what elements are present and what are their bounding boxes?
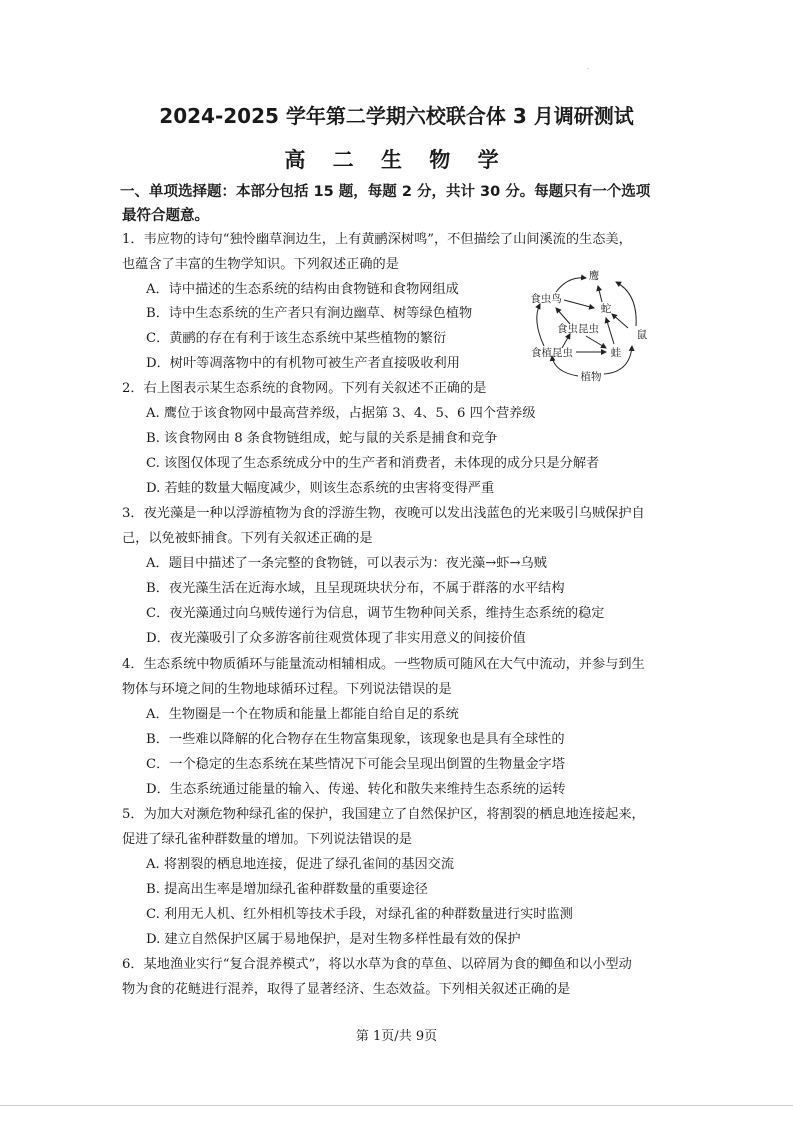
q3-option-b: B．夜光藻生活在近海水域，且呈现斑块状分布，不属于群落的水平结构 (146, 581, 565, 596)
subject-title: 高 二 生 物 学 (284, 148, 509, 172)
q5-stem-line-1: 5．为加大对濒危物种绿孔雀的保护，我国建立了自然保护区，将割裂的栖息地连接起来， (122, 807, 645, 822)
scan-dot: · (587, 66, 589, 73)
q1-option-c: C．黄鹂的存在有利于该生态系统中某些植物的繁衍 (146, 331, 447, 346)
node-mouse: 鼠 (636, 329, 648, 341)
q2-option-a: A. 鹰位于该食物网中最高营养级，占据第 3、4、5、6 四个营养级 (146, 406, 536, 421)
edge-herbivore-bird (537, 304, 544, 346)
q1-option-d: D．树叶等凋落物中的有机物可被生产者直接吸收利用 (146, 356, 460, 371)
exam-title: 2024-2025 学年第二学期六校联合体 3 月调研测试 (159, 104, 634, 128)
food-web-diagram (526, 268, 652, 384)
q3-stem-line-1: 3．夜光藻是一种以浮游植物为食的浮游生物，夜晚可以发出浅蓝色的光来吸引乌贼保护自 (122, 506, 645, 521)
q4-stem-line-1: 4．生态系统中物质循环与能量流动相辅相成。一些物质可随风在大气中流动，并参与到生 (122, 657, 645, 672)
q1-stem-line-1: 1．韦应物的诗句“独怜幽草涧边生，上有黄鹂深树鸣”，不但描绘了山间溪流的生态美， (122, 232, 632, 247)
q6-stem-line-2: 物为食的花鲢进行混养，取得了显著经济、生态效益。下列相关叙述正确的是 (122, 982, 571, 997)
edge-bird-snake (564, 300, 594, 308)
q2-option-d: D. 若蛙的数量大幅度减少，则该生态系统的虫害将变得严重 (146, 481, 495, 496)
edge-mouse-eagle (616, 282, 636, 326)
q5-option-c: C. 利用无人机、红外相机等技术手段，对绿孔雀的种群数量进行实时监测 (146, 907, 573, 922)
q4-option-a: A．生物圈是一个在物质和能量上都能自给自足的系统 (146, 707, 459, 722)
q1-option-b: B．诗中生态系统的生产者只有涧边幽草、树等绿色植物 (146, 306, 473, 321)
node-snake: 蛇 (600, 303, 612, 315)
q5-option-a: A. 将割裂的栖息地连接，促进了绿孔雀间的基因交流 (146, 857, 455, 872)
q3-stem-line-2: 己，以免被虾捕食。下列有关叙述正确的是 (122, 531, 373, 546)
edge-mouse-snake (612, 314, 628, 328)
page-number: 第 1页/共 9页 (355, 1029, 438, 1044)
edge-frog-snake (606, 318, 614, 344)
q6-stem-line-1: 6．某地渔业实行“复合混养模式”，将以水草为食的草鱼、以碎屑为食的鲫鱼和以小型动 (122, 957, 632, 972)
q4-stem-line-2: 物体与环境之间的生物地球循环过程。下列说法错误的是 (122, 682, 452, 697)
q5-stem-line-2: 促进了绿孔雀种群数量的增加。下列说法错误的是 (122, 832, 413, 847)
q4-option-b: B．一些难以降解的化合物存在生物富集现象，该现象也是具有全球性的 (146, 732, 565, 747)
q5-option-b: B. 提高出生率是增加绿孔雀种群数量的重要途径 (146, 882, 428, 897)
q5-option-d: D. 建立自然保护区属于易地保护，是对生物多样性最有效的保护 (146, 932, 521, 947)
q2-option-c: C. 该图仅体现了生态系统成分中的生产者和消费者，未体现的成分只是分解者 (146, 456, 600, 471)
section-heading-line-1: 一、单项选择题：本部分包括 15 题，每题 2 分，共计 30 分。每题只有一个选项 (120, 184, 651, 200)
node-insectivorous-bird: 食虫鸟 (530, 293, 562, 305)
page-divider (0, 1105, 793, 1106)
edge-bird-eagle (556, 278, 586, 292)
node-plant: 植物 (580, 371, 602, 383)
edge-plant-herbivore-insect (552, 356, 578, 376)
node-eagle: 鹰 (588, 270, 600, 282)
edge-insectivore-frog (586, 336, 606, 348)
node-frog: 蛙 (610, 347, 622, 359)
node-herbivorous-insect: 食植昆虫 (531, 347, 573, 359)
q1-stem-line-2: 也蕴含了丰富的生物学知识。下列叙述正确的是 (122, 257, 399, 272)
q1-option-a: A．诗中描述的生态系统的结构由食物链和食物网组成 (146, 282, 459, 297)
q2-option-b: B. 该食物网由 8 条食物链组成，蛇与鼠的关系是捕食和竞争 (146, 431, 498, 446)
edge-insectivore-bird (556, 308, 570, 324)
node-insectivorous-insect: 食虫昆虫 (557, 323, 599, 335)
edge-snake-eagle (598, 286, 602, 302)
q3-option-d: D．夜光藻吸引了众多游客前往观赏体现了非实用意义的间接价值 (146, 631, 526, 646)
section-heading (122, 180, 652, 228)
q3-option-c: C．夜光藻通过向乌贼传递行为信息，调节生物种间关系，维持生态系统的稳定 (146, 606, 605, 621)
edge-herbivore-insectivore (562, 334, 570, 348)
q4-option-c: C．一个稳定的生态系统在某些情况下可能会呈现出倒置的生物量金字塔 (146, 757, 565, 772)
q4-option-d: D．生态系统通过能量的输入、传递、转化和散失来维持生态系统的运转 (146, 782, 566, 797)
section-heading-line-2: 最符合题意。 (122, 208, 209, 224)
q3-option-a: A．题目中描述了一条完整的食物链，可以表示为：夜光藻→虾→乌贼 (146, 556, 547, 571)
q2-stem-line-1: 2．右上图表示某生态系统的食物网。下列有关叙述不正确的是 (122, 381, 487, 396)
